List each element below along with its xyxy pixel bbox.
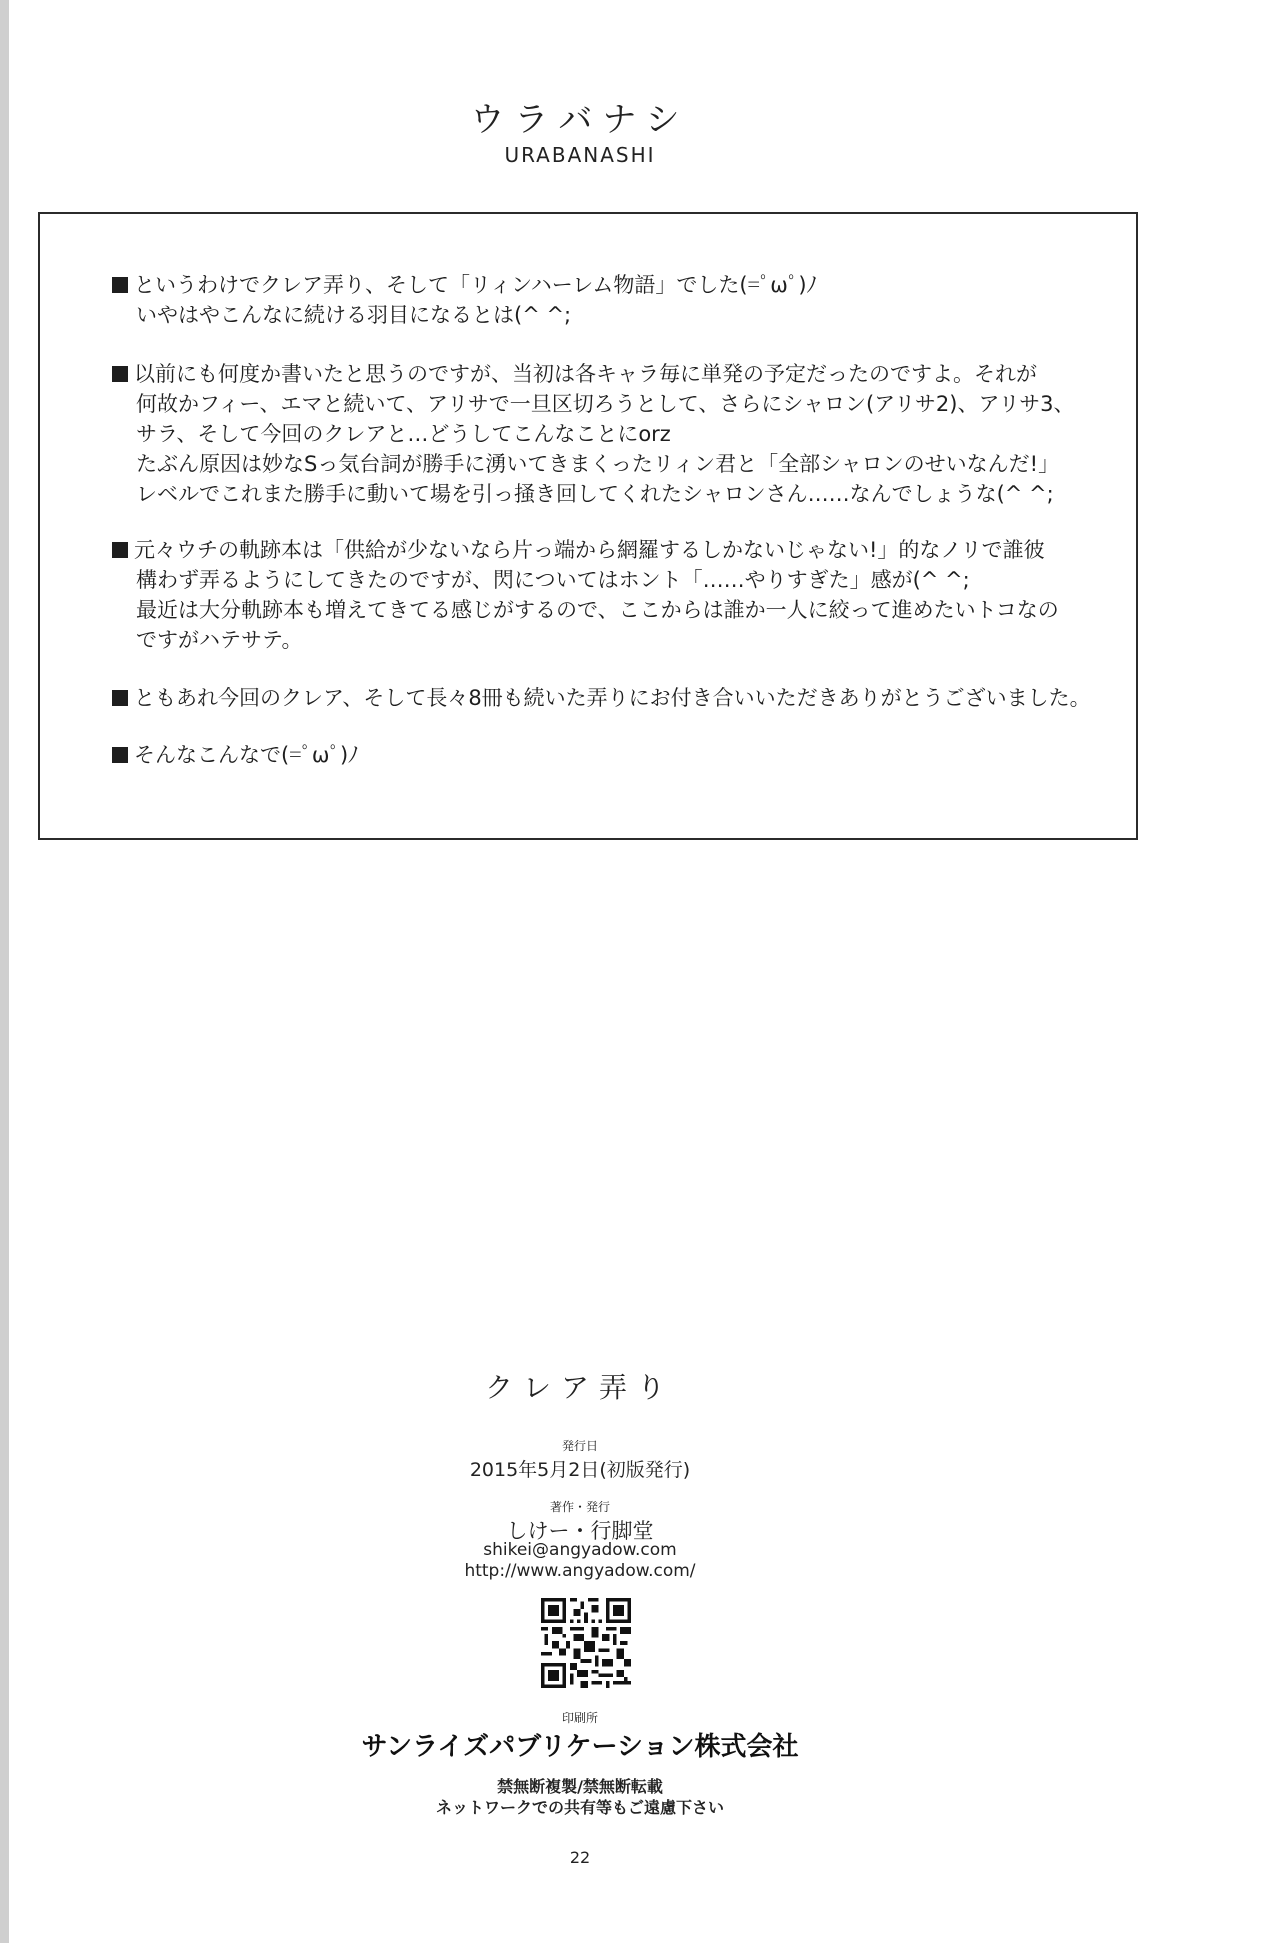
bullet-icon bbox=[112, 747, 128, 763]
text-line: サラ、そして今回のクレアと…どうしてこんなことにorz bbox=[136, 422, 671, 446]
author-label: 著作・発行 bbox=[549, 1500, 610, 1514]
text-line: いやはやこんなに続ける羽目になるとは(^ ^; bbox=[136, 303, 572, 327]
book-title: クレア弄り bbox=[484, 1371, 675, 1404]
afterword-paragraph bbox=[112, 740, 1112, 770]
issue-date-label: 発行日 bbox=[561, 1439, 598, 1453]
text-line: たぶん原因は妙なSっ気台詞が勝手に湧いてきまくったリィン君と「全部シャロンのせいなんだ!」 bbox=[136, 452, 1060, 476]
afterword-paragraph bbox=[112, 535, 1112, 655]
afterword-paragraph bbox=[112, 359, 1112, 509]
text-line: ですがハテサテ。 bbox=[136, 628, 303, 652]
sharing-notice: ネットワークでの共有等もご遠慮下さい bbox=[435, 1798, 724, 1817]
author-name: しけー・行脚堂 bbox=[506, 1519, 654, 1543]
text-line: ともあれ今回のクレア、そして長々8冊も続いた弄りにお付き合いいただきありがとうございました。 bbox=[112, 683, 1112, 713]
printer-name: サンライズパブリケーション株式会社 bbox=[361, 1732, 799, 1762]
text-line: 何故かフィー、エマと続いて、アリサで一旦区切ろうとして、さらにシャロン(アリサ2)、アリサ3、 bbox=[136, 392, 1075, 416]
text-line: 以前にも何度か書いたと思うのですが、当初は各キャラ毎に単発の予定だったのですよ。それが bbox=[112, 359, 1112, 389]
page-number: 22 bbox=[569, 1848, 591, 1867]
copyright-notice: 禁無断複製/禁無断転載 bbox=[497, 1777, 663, 1796]
printer-label: 印刷所 bbox=[561, 1711, 598, 1725]
text-line: そんなこんなで(=ﾟωﾟ)ﾉ bbox=[112, 740, 1112, 770]
afterword-title: ウラバナシ bbox=[470, 100, 690, 140]
page-header bbox=[0, 92, 1160, 167]
page-edge-shadow bbox=[0, 0, 9, 1943]
bullet-icon bbox=[112, 277, 128, 293]
bullet-icon bbox=[112, 690, 128, 706]
text-line: レベルでこれまた勝手に動いて場を引っ掻き回してくれたシャロンさん……なんでしょうな(^ ^; bbox=[136, 482, 1054, 506]
text-line: 最近は大分軌跡本も増えてきてる感じがするので、ここからは誰か一人に絞って進めたいトコなの bbox=[136, 598, 1059, 622]
bullet-icon bbox=[112, 366, 128, 382]
issue-date: 2015年5月2日(初版発行) bbox=[469, 1459, 691, 1481]
afterword-paragraph bbox=[112, 270, 1112, 330]
text-line: 構わず弄るようにしてきたのですが、閃についてはホント「……やりすぎた」感が(^ ^; bbox=[136, 568, 970, 592]
text-line: 元々ウチの軌跡本は「供給が少ないなら片っ端から網羅するしかないじゃない!」的なノリで誰彼 bbox=[112, 535, 1112, 565]
afterword-paragraph bbox=[112, 683, 1112, 713]
afterword-romaji: URABANASHI bbox=[504, 143, 656, 167]
qr-code-icon bbox=[541, 1598, 631, 1688]
website-url: http://www.angyadow.com/ bbox=[464, 1561, 696, 1581]
text-line: というわけでクレア弄り、そして「リィンハーレム物語」でした(=ﾟωﾟ)ﾉ bbox=[112, 270, 1112, 300]
contact-email: shikei@angyadow.com bbox=[483, 1540, 677, 1560]
bullet-icon bbox=[112, 542, 128, 558]
